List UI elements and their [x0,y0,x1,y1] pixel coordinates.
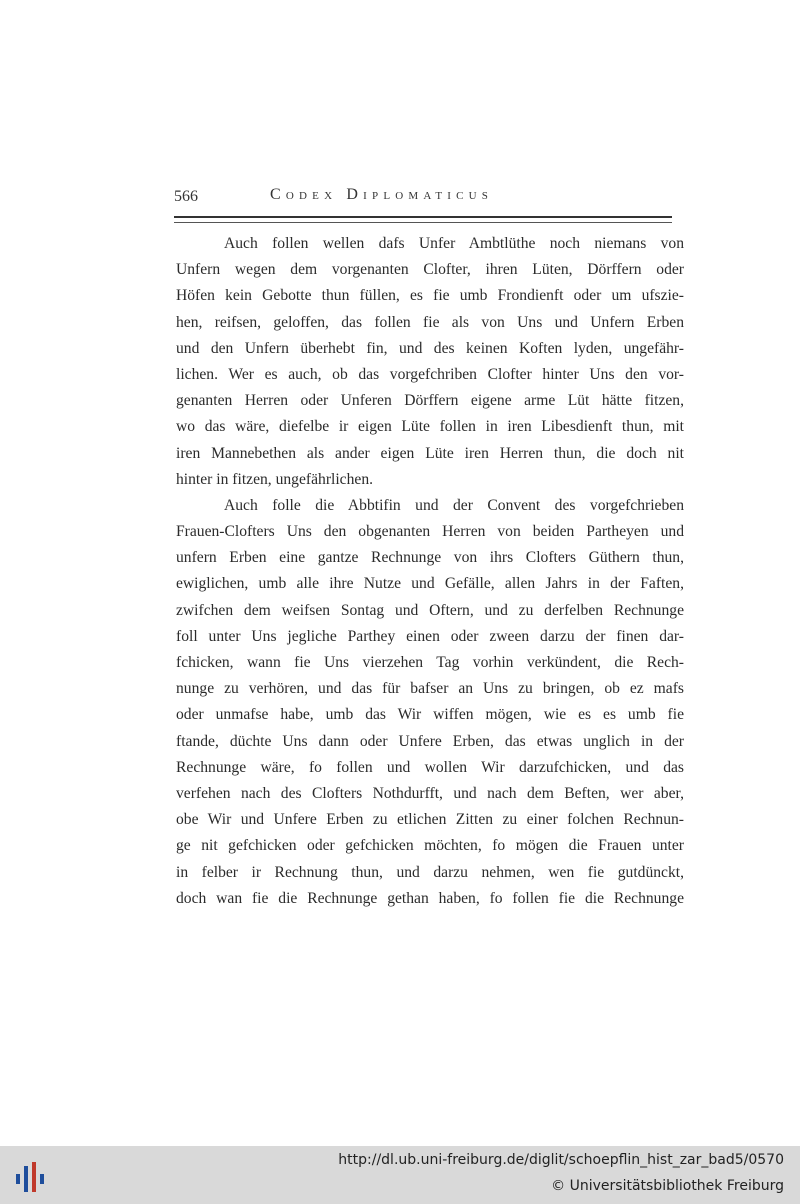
paragraph-2 [176,493,684,912]
text-line: ge nit gefchicken oder gefchicken möchten, fo mögen die Frauen unter [176,837,684,855]
text-line: nunge zu verhören, und das für bafser an Uns zu bringen, ob ez mafs [176,680,684,698]
text-line: hen, reifsen, geloffen, das follen fie als von Uns und Unfern Erben [176,313,684,331]
body-text [176,231,684,912]
text-line: in felber ir Rechnung thun, und darzu nehmen, wen fie gutdünckt, [176,863,684,881]
running-title: Codex Diplomaticus [270,186,494,203]
text-line: hinter in fitzen, ungefährlichen. [176,470,374,488]
text-line: verfehen nach des Clofters Nothdurfft, und nach dem Beften, wer aber, [176,784,684,802]
text-line: und den Unfern überhebt fin, und des keinen Koften lyden, ungefähr- [176,339,684,357]
text-line: Rechnunge wäre, fo follen und wollen Wir darzufchicken, und das [176,758,684,776]
text-line: obe Wir und Unfere Erben zu etlichen Zitten zu einer folchen Rechnun- [176,811,684,829]
text-line: Unfern wegen dem vorgenanten Clofter, ihren Lüten, Dörffern oder [176,261,684,279]
page-number: 566 [174,188,198,205]
running-head [174,186,674,210]
copyright-notice: © Universitätsbibliothek Freiburg [551,1178,784,1194]
text-line: Auch follen wellen dafs Unfer Ambtlüthe noch niemans von [224,235,684,252]
text-line: unfern Erben eine gantze Rechnunge von ihrs Clofters Güthern thun, [176,549,684,567]
text-line: wo das wäre, diefelbe ir eigen Lüte follen in iren Libesdienft thun, mit [176,418,684,436]
viewer-footer [0,1146,800,1204]
text-line: fchicken, wann fie Uns vierzehen Tag vorhin verkündent, die Rech- [176,654,684,671]
text-line: zwifchen dem weifsen Sontag und Oftern, und zu derfelben Rechnunge [176,601,684,619]
text-line: ftande, düchte Uns dann oder Unfere Erben, das etwas unglich in der [176,732,684,750]
text-line: Auch folle die Abbtifin und der Convent des vorgefchrieben [224,496,684,514]
text-line: oder unmafse habe, umb das Wir wiffen mögen, wie es es umb fie [176,706,684,724]
permalink-url[interactable]: http://dl.ub.uni-freiburg.de/diglit/schoepflin_hist_zar_bad5/0570 [338,1152,784,1168]
text-line: Höfen kein Gebotte thun füllen, es fie umb Frondienft oder um ufszie- [176,287,684,305]
header-rule-thick [174,216,672,218]
text-line: Frauen-Clofters Uns den obgenanten Herren von beiden Partheyen und [176,523,684,541]
text-line: ewiglichen, umb alle ihre Nutze und Gefälle, allen Jahrs in der Faften, [176,575,684,593]
text-line: iren Mannebethen als ander eigen Lüte iren Herren thun, die doch nit [176,444,684,462]
paragraph-1 [176,231,684,493]
ub-freiburg-logo-icon[interactable] [12,1156,52,1196]
text-line: foll unter Uns jegliche Parthey einen oder zween darzu der finen dar- [176,627,684,645]
text-line: lichen. Wer es auch, ob das vorgefchriben Clofter hinter Uns den vor- [176,365,684,383]
text-line: doch wan fie die Rechnunge gethan haben, fo follen fie die Rechnunge [176,889,684,907]
text-line: genanten Herren oder Unferen Dörffern eigene arme Lüt hätte fitzen, [176,392,684,410]
header-rule-thin [174,222,672,223]
